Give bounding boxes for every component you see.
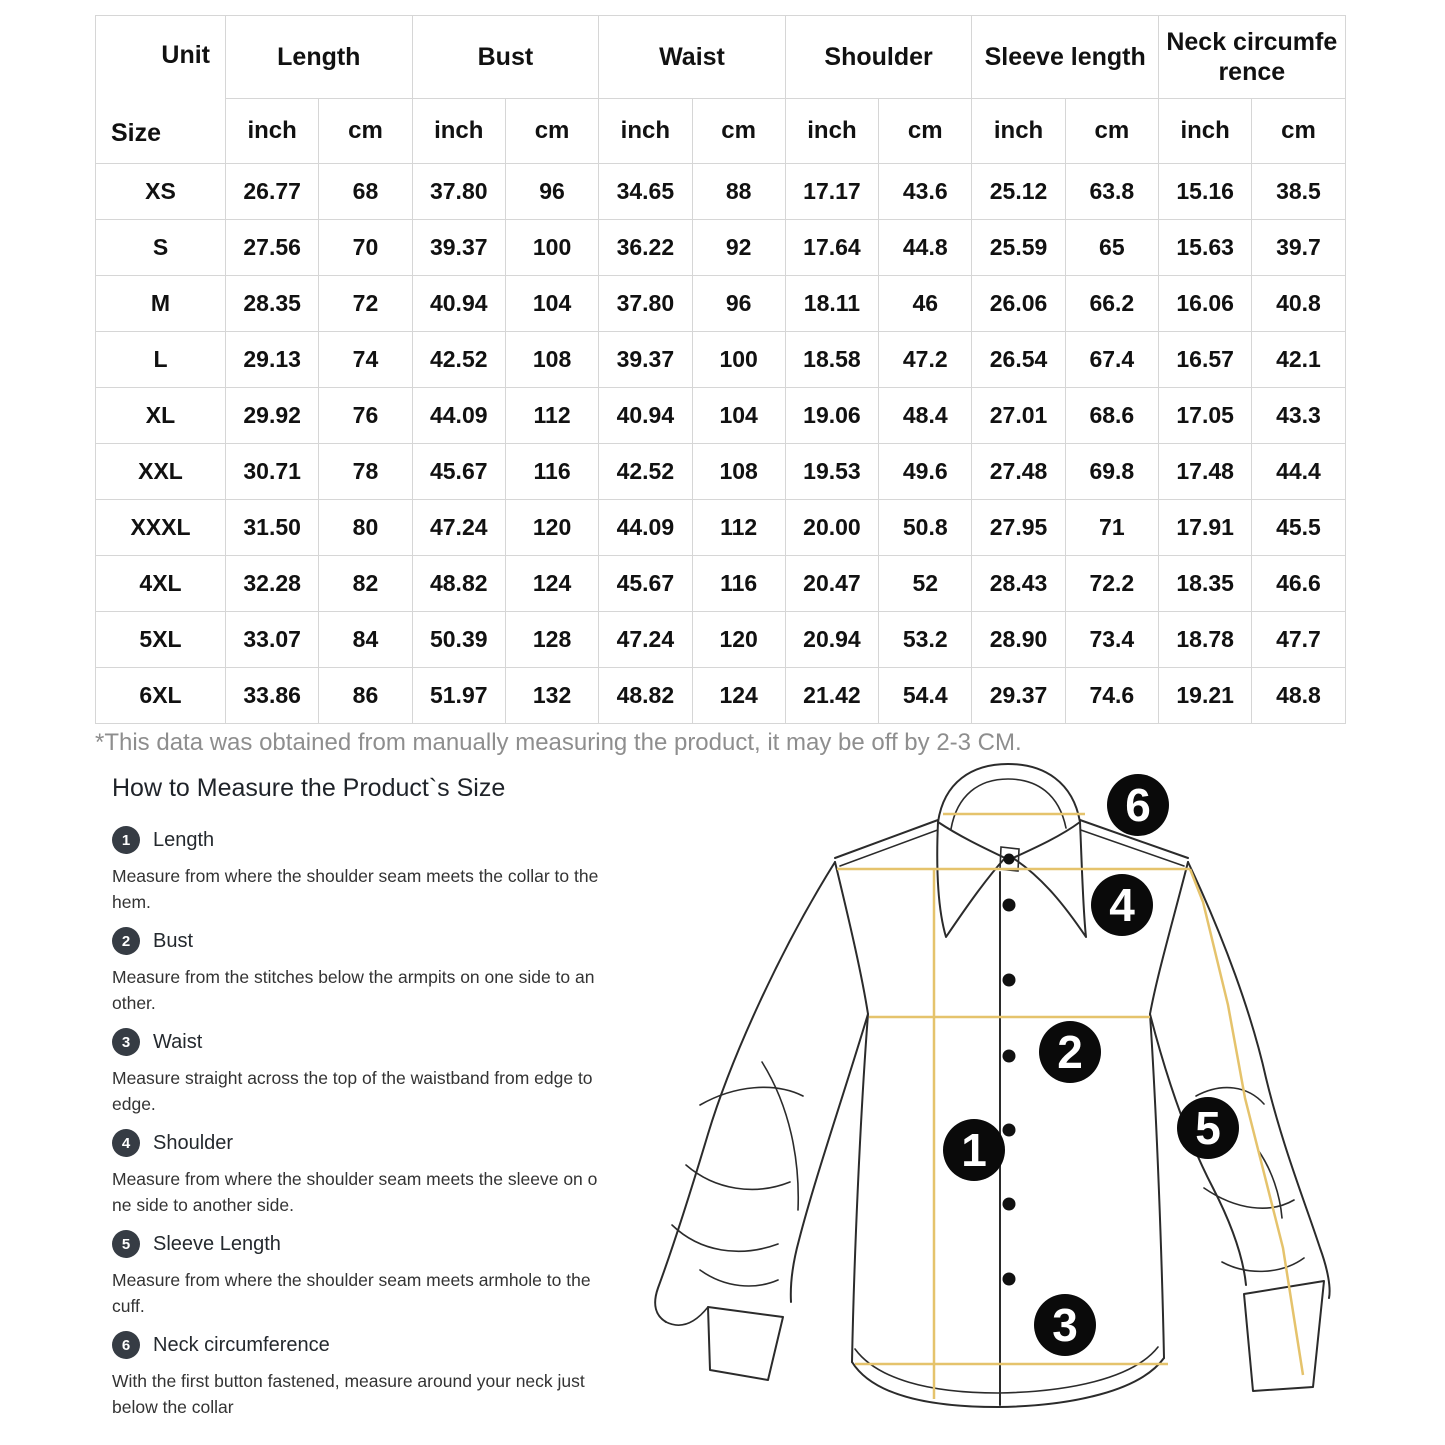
value-cell: 84 [319,612,412,668]
guide-item-neck-circumference [112,1331,608,1420]
value-cell: 17.05 [1159,388,1252,444]
guide-item-length [112,826,608,915]
value-cell: 19.53 [785,444,878,500]
step-2-badge: 2 [112,927,140,955]
value-cell: 48.82 [599,668,692,724]
unit-subheader: cm [1065,99,1158,164]
value-cell: 28.43 [972,556,1065,612]
value-cell: 69.8 [1065,444,1158,500]
step-5-description: Measure from where the shoulder seam meets armhole to the cuff. [112,1270,591,1316]
corner-size-label: Size [111,119,162,147]
step-1-description: Measure from where the shoulder seam meets the collar to the hem. [112,866,599,912]
value-cell: 96 [505,164,598,220]
step-6-badge: 6 [112,1331,140,1359]
table-row [96,444,1346,500]
table-row [96,612,1346,668]
value-cell: 116 [692,556,785,612]
value-cell: 45.67 [599,556,692,612]
unit-subheader: inch [785,99,878,164]
table-row [96,164,1346,220]
value-cell: 26.06 [972,276,1065,332]
value-cell: 86 [319,668,412,724]
column-header-length: Length [226,16,413,99]
value-cell: 112 [505,388,598,444]
table-row [96,668,1346,724]
column-header-shoulder: Shoulder [785,16,972,99]
size-cell: L [96,332,226,388]
value-cell: 63.8 [1065,164,1158,220]
step-3-description: Measure straight across the top of the waistband from edge to edge. [112,1068,593,1114]
unit-subheader: cm [879,99,972,164]
value-cell: 15.16 [1159,164,1252,220]
value-cell: 21.42 [785,668,878,724]
value-cell: 45.67 [412,444,505,500]
value-cell: 120 [692,612,785,668]
left-sleeve [655,862,868,1380]
value-cell: 39.7 [1252,220,1345,276]
value-cell: 40.8 [1252,276,1345,332]
value-cell: 54.4 [879,668,972,724]
value-cell: 29.92 [226,388,319,444]
step-3-label: Waist [153,1030,203,1053]
table-subheader-row [96,99,1346,164]
value-cell: 26.54 [972,332,1065,388]
marker-5-label: 5 [1195,1102,1221,1154]
unit-subheader: inch [226,99,319,164]
value-cell: 29.37 [972,668,1065,724]
value-cell: 48.82 [412,556,505,612]
value-cell: 128 [505,612,598,668]
marker-4-label: 4 [1109,879,1135,931]
step-5-badge: 5 [112,1230,140,1258]
table-row [96,276,1346,332]
value-cell: 16.57 [1159,332,1252,388]
value-cell: 80 [319,500,412,556]
size-cell: XXL [96,444,226,500]
value-cell: 44.4 [1252,444,1345,500]
value-cell: 50.39 [412,612,505,668]
size-cell: XS [96,164,226,220]
step-2-label: Bust [153,929,194,952]
value-cell: 19.21 [1159,668,1252,724]
value-cell: 43.3 [1252,388,1345,444]
value-cell: 48.8 [1252,668,1345,724]
value-cell: 88 [692,164,785,220]
shirt-buttons [1003,899,1016,1286]
size-cell: S [96,220,226,276]
value-cell: 46.6 [1252,556,1345,612]
value-cell: 47.24 [412,500,505,556]
table-row [96,500,1346,556]
unit-subheader: cm [1252,99,1345,164]
step-1-label: Length [153,828,215,851]
value-cell: 100 [692,332,785,388]
step-6-description: With the first button fastened, measure around your neck just below the collar [112,1371,585,1417]
value-cell: 52 [879,556,972,612]
value-cell: 19.06 [785,388,878,444]
value-cell: 46 [879,276,972,332]
table-header-row [96,16,1346,99]
right-cuff [1244,1281,1324,1391]
step-2-description: Measure from the stitches below the armpits on one side to an other. [112,967,595,1013]
value-cell: 47.24 [599,612,692,668]
value-cell: 53.2 [879,612,972,668]
value-cell: 73.4 [1065,612,1158,668]
value-cell: 17.48 [1159,444,1252,500]
value-cell: 112 [692,500,785,556]
guide-item-waist [112,1028,608,1117]
size-chart-note: *This data was obtained from manually measuring the product, it may be off by 2-3 CM. [95,729,1022,756]
marker-1-label: 1 [961,1124,987,1176]
value-cell: 72 [319,276,412,332]
value-cell: 50.8 [879,500,972,556]
value-cell: 28.90 [972,612,1065,668]
value-cell: 45.5 [1252,500,1345,556]
value-cell: 36.22 [599,220,692,276]
size-cell: XL [96,388,226,444]
value-cell: 18.78 [1159,612,1252,668]
step-4-description: Measure from where the shoulder seam meets the sleeve on o ne side to another side. [112,1169,598,1215]
column-header-waist: Waist [599,16,786,99]
value-cell: 29.13 [226,332,319,388]
size-cell: M [96,276,226,332]
value-cell: 27.95 [972,500,1065,556]
unit-subheader: inch [412,99,505,164]
value-cell: 96 [692,276,785,332]
size-cell: XXXL [96,500,226,556]
right-sleeve [1150,862,1330,1391]
value-cell: 72.2 [1065,556,1158,612]
table-row [96,332,1346,388]
value-cell: 38.5 [1252,164,1345,220]
unit-subheader: cm [319,99,412,164]
value-cell: 44.09 [412,388,505,444]
value-cell: 27.48 [972,444,1065,500]
column-header-neck-circumference: Neck circumference [1159,16,1346,99]
marker-6-label: 6 [1125,779,1151,831]
value-cell: 116 [505,444,598,500]
value-cell: 132 [505,668,598,724]
value-cell: 20.00 [785,500,878,556]
value-cell: 37.80 [599,276,692,332]
value-cell: 18.11 [785,276,878,332]
value-cell: 17.91 [1159,500,1252,556]
value-cell: 18.58 [785,332,878,388]
size-cell: 4XL [96,556,226,612]
value-cell: 49.6 [879,444,972,500]
value-cell: 76 [319,388,412,444]
value-cell: 25.12 [972,164,1065,220]
value-cell: 40.94 [412,276,505,332]
value-cell: 31.50 [226,500,319,556]
value-cell: 26.77 [226,164,319,220]
value-cell: 43.6 [879,164,972,220]
step-4-badge: 4 [112,1129,140,1157]
value-cell: 47.7 [1252,612,1345,668]
value-cell: 74 [319,332,412,388]
value-cell: 33.86 [226,668,319,724]
size-chart-table [95,15,1346,724]
value-cell: 42.52 [412,332,505,388]
value-cell: 70 [319,220,412,276]
value-cell: 124 [505,556,598,612]
value-cell: 48.4 [879,388,972,444]
value-cell: 27.56 [226,220,319,276]
value-cell: 44.8 [879,220,972,276]
unit-size-corner-cell [96,16,226,164]
collar-button [1004,854,1015,865]
step-6-label: Neck circumference [153,1333,330,1356]
value-cell: 51.97 [412,668,505,724]
step-4-label: Shoulder [153,1131,234,1154]
guide-item-sleeve-length [112,1230,608,1319]
value-cell: 67.4 [1065,332,1158,388]
value-cell: 47.2 [879,332,972,388]
value-cell: 27.01 [972,388,1065,444]
column-header-bust: Bust [412,16,599,99]
value-cell: 66.2 [1065,276,1158,332]
table-row [96,556,1346,612]
value-cell: 17.64 [785,220,878,276]
size-cell: 6XL [96,668,226,724]
value-cell: 30.71 [226,444,319,500]
step-3-badge: 3 [112,1028,140,1056]
value-cell: 17.17 [785,164,878,220]
guide-title: How to Measure the Product`s Size [112,774,506,802]
value-cell: 74.6 [1065,668,1158,724]
unit-subheader: inch [1159,99,1252,164]
value-cell: 39.37 [599,332,692,388]
value-cell: 108 [692,444,785,500]
shirt-measurement-diagram [640,755,1445,1445]
step-1-badge: 1 [112,826,140,854]
column-header-sleeve-length: Sleeve length [972,16,1159,99]
value-cell: 104 [692,388,785,444]
marker-2-label: 2 [1057,1026,1083,1078]
value-cell: 71 [1065,500,1158,556]
value-cell: 124 [692,668,785,724]
value-cell: 33.07 [226,612,319,668]
value-cell: 34.65 [599,164,692,220]
value-cell: 40.94 [599,388,692,444]
marker-3-label: 3 [1052,1299,1078,1351]
value-cell: 37.80 [412,164,505,220]
value-cell: 25.59 [972,220,1065,276]
unit-subheader: cm [692,99,785,164]
value-cell: 16.06 [1159,276,1252,332]
value-cell: 68.6 [1065,388,1158,444]
value-cell: 108 [505,332,598,388]
unit-subheader: inch [972,99,1065,164]
table-row [96,220,1346,276]
guide-item-bust [112,927,608,1016]
left-cuff [708,1307,783,1380]
value-cell: 44.09 [599,500,692,556]
corner-unit-label: Unit [161,41,210,69]
size-cell: 5XL [96,612,226,668]
value-cell: 15.63 [1159,220,1252,276]
value-cell: 20.94 [785,612,878,668]
value-cell: 78 [319,444,412,500]
step-5-label: Sleeve Length [153,1232,281,1255]
value-cell: 39.37 [412,220,505,276]
table-body [96,164,1346,724]
value-cell: 100 [505,220,598,276]
value-cell: 42.1 [1252,332,1345,388]
shirt-collar [937,764,1086,937]
value-cell: 82 [319,556,412,612]
value-cell: 32.28 [226,556,319,612]
guide-item-shoulder [112,1129,608,1218]
unit-subheader: inch [599,99,692,164]
value-cell: 65 [1065,220,1158,276]
value-cell: 68 [319,164,412,220]
unit-subheader: cm [505,99,598,164]
value-cell: 92 [692,220,785,276]
value-cell: 104 [505,276,598,332]
value-cell: 28.35 [226,276,319,332]
value-cell: 18.35 [1159,556,1252,612]
table-row [96,388,1346,444]
value-cell: 20.47 [785,556,878,612]
value-cell: 120 [505,500,598,556]
value-cell: 42.52 [599,444,692,500]
